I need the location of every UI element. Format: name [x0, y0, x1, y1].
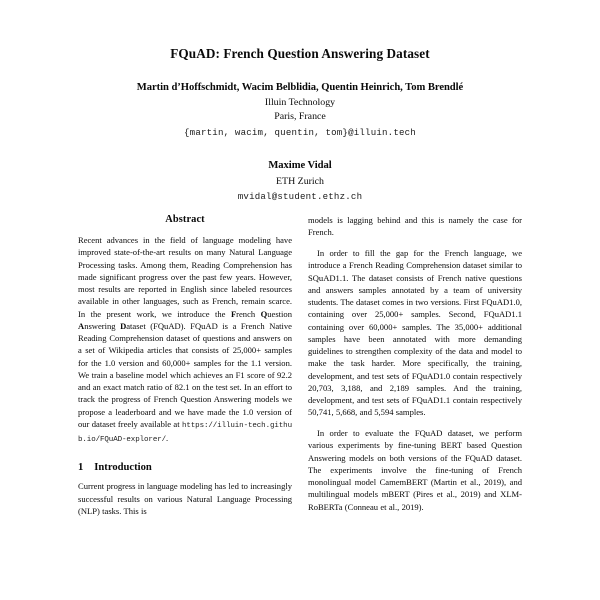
- introduction-heading: [78, 462, 292, 473]
- introduction-paragraph-1: Current progress in language modeling has led to increasingly successful results on various Natural Language Processing (NLP) tasks. This is: [78, 481, 292, 516]
- location-paris: Paris, France: [274, 110, 326, 122]
- introduction-section: [78, 462, 292, 517]
- abstract-bold-q: Q: [260, 308, 268, 319]
- abstract-bold-f: F: [230, 308, 237, 319]
- abstract-bold-d: D: [120, 320, 127, 331]
- abstract-text-2: (FQuAD). FQuAD is a French Native Reading Comprehension dataset of questions and answers on a set of Wikipedia articles that consists of 25,000+ samples for the 1.0 version and 60,000+ samples for the 1.1 version. We train a baseline model which achieves an F1 score of 92.2 and an exact match ratio of 82.1 on the test set. In an effort to track the progress of French Question Answering models we propose a leaderboard and we have made the 1.0 version of our dataset freely available at: [78, 320, 292, 429]
- abstract-bold-a: A: [78, 320, 85, 331]
- abstract-heading: Abstract: [165, 214, 205, 225]
- author-maxime-vidal: Maxime Vidal: [268, 159, 332, 171]
- section-title: Introduction: [94, 462, 152, 474]
- right-paragraph-2: In order to fill the gap for the French language, we introduce a French Reading Comprehension dataset similar to SQuAD1.1. The dataset consists of French native questions and answers samples annotated by a team of university students. The dataset comes in two versions. First FQuAD1.0, containing over 25,000+ samples. Second, FQuAD1.1 containing over 60,000+ samples. The 35,000+ additional samples have been annotated with more demanding guidelines to strengthen complexity of the data and model to make the task harder. More specifically, the training, development, and test sets of FQuAD1.0 contain respectively 20,703, 3,188, and 2,189 samples. And the training, development, and test sets of FQuAD1.1 contain respectively 50,741, 5,668, and 5,594 samples.: [308, 248, 522, 418]
- right-paragraph-1: models is lagging behind and this is namely the case for French.: [308, 215, 522, 238]
- abstract-paragraph: [78, 234, 292, 445]
- title-block: [69, 0, 531, 204]
- affiliation-eth: ETH Zurich: [276, 175, 324, 187]
- abstract-word-nswering: nswering: [84, 320, 121, 331]
- abstract-word-uestion: uestion: [267, 308, 292, 319]
- dataset-url-link[interactable]: https://illuin-tech.github.io/FQuAD-explorer/: [78, 421, 292, 444]
- email-eth: mvidal@student.ethz.ch: [237, 191, 363, 203]
- abstract-text-1: Recent advances in the field of language modeling have improved state-of-the-art results on many Natural Language Processing tasks. Among them, Reading Comprehension has made significant progress over the past few years. However, most results are reported in English since labeled resources available in other languages, such as French, remain scarce. In the present work, we introduce the: [78, 235, 292, 319]
- left-column: [78, 214, 292, 517]
- abstract-word-ataset: ataset: [126, 320, 146, 331]
- page-title: FQuAD: French Question Answering Dataset: [170, 46, 430, 61]
- author-group-secondary: [69, 159, 531, 204]
- body-columns: [78, 214, 522, 517]
- right-paragraph-3: In order to evaluate the FQuAD dataset, we perform various experiments by fine-tuning BERT based Question Answering models on both versions of the FQuAD dataset. The experiments involve the fine-tuning of French monolingual model CamemBERT (Martin et al., 2019), and multilingual models mBERT (Pires et al., 2019) and XLM-RoBERTa (Conneau et al., 2019).: [308, 428, 522, 512]
- authors-list: Martin d’Hoffschmidt, Wacim Belblidia, Quentin Heinrich, Tom Brendlé: [136, 81, 464, 93]
- author-group-primary: [69, 81, 531, 140]
- section-number: 1: [78, 462, 84, 474]
- affiliation-illuin: Illuin Technology: [264, 97, 336, 109]
- email-illuin: {martin, wacim, quentin, tom}@illuin.tech: [184, 127, 416, 139]
- right-column: [308, 214, 522, 517]
- abstract-word-rench: rench: [236, 308, 261, 319]
- abstract-url-period: .: [166, 432, 169, 443]
